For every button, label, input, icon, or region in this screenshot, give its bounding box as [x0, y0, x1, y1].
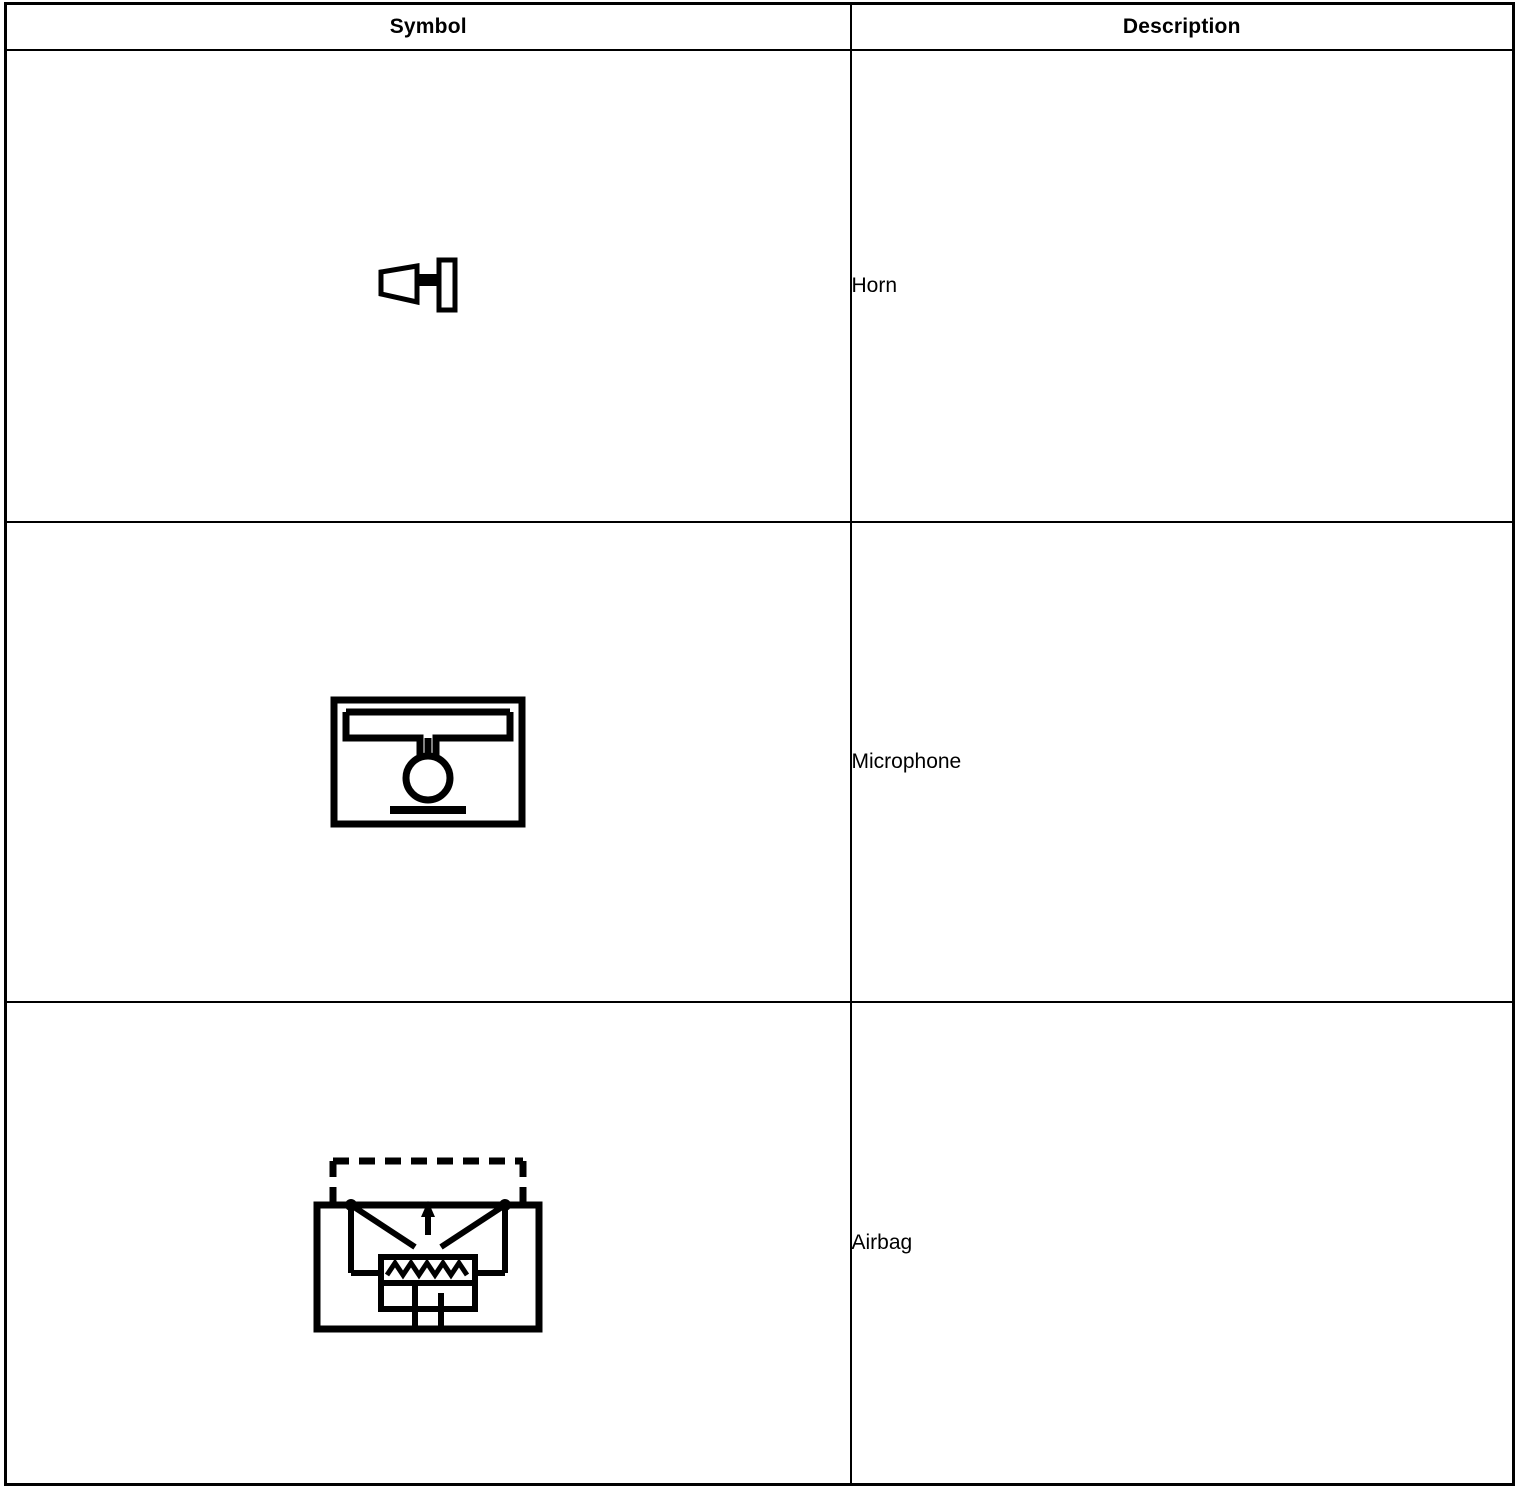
- symbol-cell-horn: [6, 50, 851, 522]
- column-header-description: Description: [851, 4, 1514, 51]
- description-cell-horn: Horn: [851, 50, 1514, 522]
- description-cell-microphone: Microphone: [851, 522, 1514, 1002]
- table-row: [6, 50, 1514, 522]
- microphone-symbol-icon: [7, 694, 850, 830]
- column-header-symbol: Symbol: [6, 4, 851, 51]
- document-page: [0, 2, 1520, 1482]
- symbol-description-table: [4, 2, 1515, 1486]
- description-cell-airbag: Airbag: [851, 1002, 1514, 1485]
- symbol-cell-airbag: [6, 1002, 851, 1485]
- horn-symbol-icon: [7, 246, 850, 326]
- symbol-cell-microphone: [6, 522, 851, 1002]
- table-header-row: [6, 4, 1514, 51]
- table-row: [6, 522, 1514, 1002]
- table-row: [6, 1002, 1514, 1485]
- airbag-symbol-icon: [7, 1143, 850, 1343]
